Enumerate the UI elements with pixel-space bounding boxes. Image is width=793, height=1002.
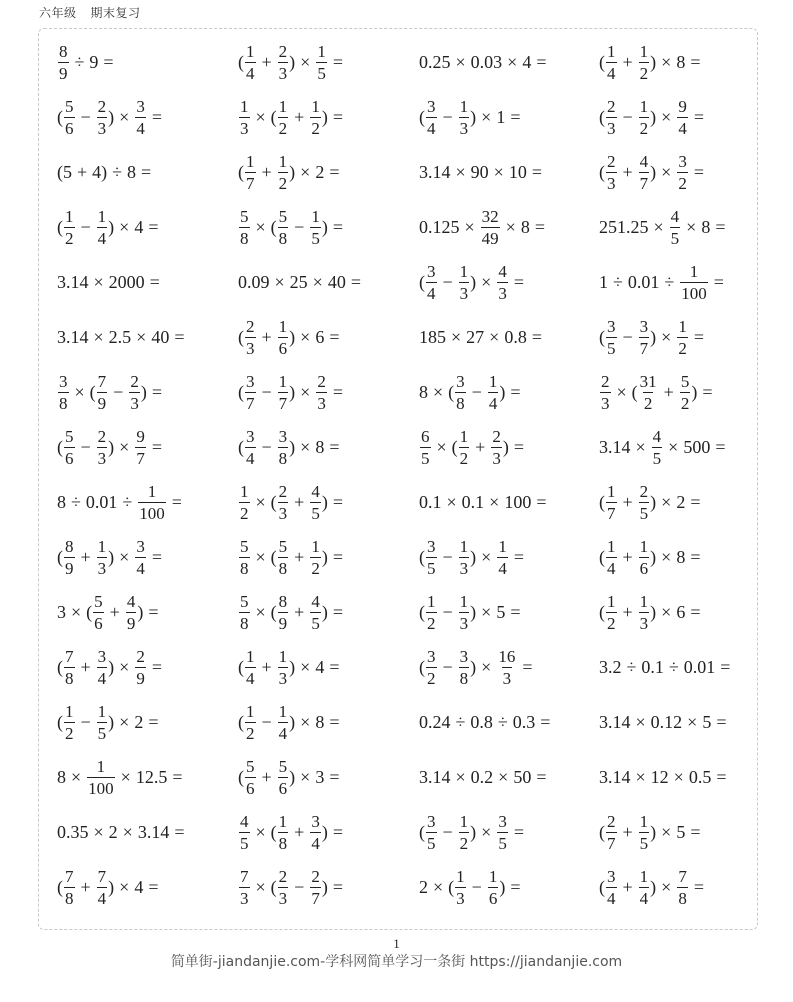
problem-row (57, 420, 757, 475)
math-problem: ( $\frac{1}{2}$ − $\frac{1}{3}$ ) × 5 = (419, 592, 521, 633)
math-problem: 1 ÷ 0.01 ÷ $\frac{1}{100}$ = (599, 262, 724, 303)
problem-row (57, 585, 757, 640)
math-problem: 8 × ( $\frac{3}{8}$ − $\frac{1}{4}$ ) = (419, 372, 521, 413)
fraction: $\frac{1}{8}$ (278, 812, 288, 853)
math-problem: ( $\frac{5}{6}$ + $\frac{5}{6}$ ) × 3 = (238, 757, 340, 798)
math-problem: $\frac{2}{3}$ × ( $\frac{31}{2}$ + $\frac{5}{2}$ ) = (601, 372, 713, 413)
fraction: $\frac{8}{9}$ (59, 42, 68, 83)
fraction: $\frac{1}{4}$ (488, 372, 498, 413)
problem-row (57, 860, 757, 915)
fraction: $\frac{1}{2}$ (639, 42, 649, 83)
fraction: $\frac{1}{6}$ (278, 317, 288, 358)
fraction: $\frac{3}{4}$ (136, 97, 145, 138)
fraction: $\frac{2}{3}$ (97, 97, 107, 138)
fraction: $\frac{9}{7}$ (136, 427, 145, 468)
fraction: $\frac{1}{4}$ (246, 42, 255, 83)
math-problem: $\frac{5}{8}$ × ( $\frac{5}{8}$ + $\frac{1}{2}$ ) = (240, 537, 343, 578)
fraction: $\frac{31}{2}$ (639, 372, 657, 413)
math-problem: 3.14 × 2.5 × 40 = (57, 327, 185, 347)
problem-row (57, 145, 757, 200)
grade-label: 六年级 (39, 6, 77, 20)
fraction: $\frac{4}{7}$ (639, 152, 649, 193)
fraction: $\frac{3}{8}$ (456, 372, 465, 413)
fraction: $\frac{1}{4}$ (607, 537, 616, 578)
fraction: $\frac{1}{4}$ (639, 867, 649, 908)
page-number: 1 (393, 936, 400, 951)
math-problem: 0.35 × 2 × 3.14 = (57, 822, 185, 842)
fraction: $\frac{3}{4}$ (136, 537, 145, 578)
fraction: $\frac{1}{5}$ (639, 812, 649, 853)
footer-watermark: 简单街-jiandanjie.com-学科网简单学习一条街 https://jiandanjie.com (170, 954, 623, 970)
problem-row (57, 365, 757, 420)
fraction: $\frac{6}{5}$ (421, 427, 430, 468)
fraction: $\frac{5}{6}$ (246, 757, 255, 798)
math-problem: $\frac{5}{8}$ × ( $\frac{5}{8}$ − $\frac{1}{5}$ ) = (240, 207, 343, 248)
math-problem: 3.14 × $\frac{4}{5}$ × 500 = (599, 427, 726, 468)
math-problem: 2 × ( $\frac{1}{3}$ − $\frac{1}{6}$ ) = (419, 867, 521, 908)
fraction: $\frac{2}{9}$ (136, 647, 145, 688)
math-problem: ( $\frac{1}{2}$ − $\frac{1}{5}$ ) × 2 = (57, 702, 159, 743)
fraction: $\frac{1}{4}$ (498, 537, 507, 578)
math-problem: ( $\frac{2}{3}$ + $\frac{4}{7}$ ) × $\frac{3}{2}$ = (599, 152, 704, 193)
fraction: $\frac{2}{3}$ (607, 152, 616, 193)
page-header (39, 4, 141, 21)
fraction: $\frac{2}{3}$ (278, 867, 288, 908)
fraction: $\frac{1}{100}$ (681, 262, 707, 303)
fraction: $\frac{16}{3}$ (498, 647, 516, 688)
problem-row (57, 640, 757, 695)
fraction: $\frac{1}{2}$ (311, 537, 320, 578)
fraction: $\frac{1}{6}$ (488, 867, 498, 908)
fraction: $\frac{3}{7}$ (639, 317, 649, 358)
fraction: $\frac{1}{5}$ (317, 42, 326, 83)
math-problem: ( $\frac{3}{7}$ − $\frac{1}{7}$ ) × $\frac{2}{3}$ = (238, 372, 343, 413)
problem-row (57, 475, 757, 530)
fraction: $\frac{1}{2}$ (240, 482, 249, 523)
fraction: $\frac{1}{4}$ (607, 42, 616, 83)
fraction: $\frac{2}{3}$ (607, 97, 616, 138)
math-problem: ( $\frac{3}{5}$ − $\frac{1}{3}$ ) × $\frac{1}{4}$ = (419, 537, 524, 578)
math-problem: ( $\frac{1}{4}$ + $\frac{1}{3}$ ) × 4 = (238, 647, 340, 688)
problem-row (57, 750, 757, 805)
fraction: $\frac{2}{3}$ (317, 372, 326, 413)
fraction: $\frac{5}{2}$ (680, 372, 690, 413)
fraction: $\frac{2}{5}$ (639, 482, 649, 523)
fraction: $\frac{5}{8}$ (278, 537, 288, 578)
math-problem: $\frac{4}{5}$ × ( $\frac{1}{8}$ + $\frac{3}{4}$ ) = (240, 812, 343, 853)
fraction: $\frac{3}{4}$ (427, 97, 436, 138)
fraction: $\frac{3}{5}$ (498, 812, 507, 853)
math-problem: 0.25 × 0.03 × 4 = (419, 52, 547, 72)
math-problem: $\frac{1}{2}$ × ( $\frac{2}{3}$ + $\frac{4}{5}$ ) = (240, 482, 343, 523)
fraction: $\frac{2}{3}$ (601, 372, 610, 413)
fraction: $\frac{4}{5}$ (240, 812, 249, 853)
math-problem: $\frac{5}{8}$ × ( $\frac{8}{9}$ + $\frac{4}{5}$ ) = (240, 592, 343, 633)
math-problem: $\frac{3}{8}$ × ( $\frac{7}{9}$ − $\frac{2}{3}$ ) = (59, 372, 162, 413)
problem-row (57, 35, 757, 90)
fraction: $\frac{3}{5}$ (427, 537, 436, 578)
fraction: $\frac{4}{5}$ (311, 592, 320, 633)
fraction: $\frac{9}{4}$ (678, 97, 687, 138)
fraction: $\frac{4}{5}$ (311, 482, 320, 523)
fraction: $\frac{1}{3}$ (459, 592, 469, 633)
fraction: $\frac{1}{3}$ (459, 262, 469, 303)
fraction: $\frac{2}{3}$ (278, 482, 288, 523)
math-problem: $\frac{8}{9}$ ÷ 9 = (59, 42, 114, 83)
fraction: $\frac{3}{2}$ (678, 152, 687, 193)
fraction: $\frac{1}{2}$ (459, 812, 469, 853)
math-problem: ( $\frac{1}{4}$ + $\frac{1}{6}$ ) × 8 = (599, 537, 701, 578)
fraction: $\frac{1}{4}$ (246, 647, 255, 688)
math-problem: ( $\frac{1}{2}$ − $\frac{1}{4}$ ) × 4 = (57, 207, 159, 248)
fraction: $\frac{3}{8}$ (459, 647, 469, 688)
fraction: $\frac{1}{6}$ (639, 537, 649, 578)
fraction: $\frac{1}{3}$ (240, 97, 249, 138)
math-problem: $\frac{1}{3}$ × ( $\frac{1}{2}$ + $\frac{1}{2}$ ) = (240, 97, 343, 138)
math-problem: ( $\frac{7}{8}$ + $\frac{7}{4}$ ) × 4 = (57, 867, 159, 908)
fraction: $\frac{8}{9}$ (65, 537, 74, 578)
fraction: $\frac{3}{4}$ (311, 812, 320, 853)
fraction: $\frac{1}{2}$ (459, 427, 469, 468)
math-problem: ( $\frac{1}{2}$ + $\frac{1}{3}$ ) × 6 = (599, 592, 701, 633)
math-problem: 0.24 ÷ 0.8 ÷ 0.3 = (419, 712, 551, 732)
worksheet-title: 期末复习 (90, 6, 141, 20)
math-problem: 3.14 × 2000 = (57, 272, 160, 292)
fraction: $\frac{1}{7}$ (246, 152, 255, 193)
fraction: $\frac{3}{5}$ (607, 317, 616, 358)
fraction: $\frac{2}{3}$ (97, 427, 107, 468)
fraction: $\frac{5}{6}$ (65, 427, 74, 468)
fraction: $\frac{1}{2}$ (427, 592, 436, 633)
fraction: $\frac{7}{3}$ (240, 867, 249, 908)
fraction: $\frac{1}{2}$ (639, 97, 649, 138)
fraction: $\frac{3}{5}$ (427, 812, 436, 853)
fraction: $\frac{1}{5}$ (97, 702, 107, 743)
math-problem: ( $\frac{3}{2}$ − $\frac{3}{8}$ ) × $\frac{16}{3}$ = (419, 647, 533, 688)
fraction: $\frac{3}{4}$ (246, 427, 255, 468)
fraction: $\frac{3}{8}$ (59, 372, 68, 413)
fraction: $\frac{1}{100}$ (88, 757, 114, 798)
fraction: $\frac{1}{3}$ (459, 537, 469, 578)
fraction: $\frac{1}{2}$ (607, 592, 616, 633)
fraction: $\frac{1}{4}$ (278, 702, 288, 743)
math-problem: ( $\frac{1}{7}$ + $\frac{1}{2}$ ) × 2 = (238, 152, 340, 193)
fraction: $\frac{1}{2}$ (678, 317, 687, 358)
fraction: $\frac{1}{5}$ (311, 207, 320, 248)
math-problem: ( $\frac{5}{6}$ − $\frac{2}{3}$ ) × $\frac{9}{7}$ = (57, 427, 162, 468)
fraction: $\frac{2}{3}$ (130, 372, 139, 413)
fraction: $\frac{3}{8}$ (278, 427, 288, 468)
fraction: $\frac{3}{4}$ (97, 647, 107, 688)
math-problem: ( $\frac{7}{8}$ + $\frac{3}{4}$ ) × $\frac{2}{9}$ = (57, 647, 162, 688)
problem-row (57, 90, 757, 145)
math-problem: 0.1 × 0.1 × 100 = (419, 492, 547, 512)
math-problem: 3.14 × 90 × 10 = (419, 162, 542, 182)
fraction: $\frac{5}{6}$ (94, 592, 103, 633)
fraction: $\frac{1}{3}$ (459, 97, 469, 138)
math-problem: 0.125 × $\frac{32}{49}$ × 8 = (419, 207, 545, 248)
problem-row (57, 530, 757, 585)
math-problem: ( $\frac{8}{9}$ + $\frac{1}{3}$ ) × $\frac{3}{4}$ = (57, 537, 162, 578)
fraction: $\frac{3}{7}$ (246, 372, 255, 413)
fraction: $\frac{1}{7}$ (607, 482, 616, 523)
fraction: $\frac{2}{7}$ (607, 812, 616, 853)
math-problem: ( $\frac{3}{4}$ − $\frac{3}{8}$ ) × 8 = (238, 427, 340, 468)
fraction: $\frac{7}{8}$ (65, 867, 74, 908)
math-problem: ( $\frac{5}{6}$ − $\frac{2}{3}$ ) × $\frac{3}{4}$ = (57, 97, 162, 138)
problem-row (57, 310, 757, 365)
math-problem: ( $\frac{2}{3}$ + $\frac{1}{6}$ ) × 6 = (238, 317, 340, 358)
math-problem: 8 ÷ 0.01 ÷ $\frac{1}{100}$ = (57, 482, 182, 523)
math-problem: $\frac{6}{5}$ × ( $\frac{1}{2}$ + $\frac{2}{3}$ ) = (421, 427, 524, 468)
fraction: $\frac{7}{4}$ (97, 867, 107, 908)
fraction: $\frac{2}{3}$ (278, 42, 288, 83)
math-problem: ( $\frac{2}{3}$ − $\frac{1}{2}$ ) × $\frac{9}{4}$ = (599, 97, 704, 138)
fraction: $\frac{3}{4}$ (607, 867, 616, 908)
fraction: $\frac{4}{5}$ (652, 427, 662, 468)
fraction: $\frac{5}{8}$ (240, 207, 249, 248)
math-problem: ( $\frac{3}{4}$ + $\frac{1}{4}$ ) × $\frac{7}{8}$ = (599, 867, 704, 908)
fraction: $\frac{3}{2}$ (427, 647, 436, 688)
fraction: $\frac{7}{9}$ (97, 372, 107, 413)
math-problem: ( $\frac{3}{4}$ − $\frac{1}{3}$ ) × 1 = (419, 97, 521, 138)
problem-row (57, 255, 757, 310)
math-problem: 185 × 27 × 0.8 = (419, 327, 542, 347)
fraction: $\frac{2}{3}$ (246, 317, 255, 358)
fraction: $\frac{1}{2}$ (311, 97, 320, 138)
math-problem: 3 × ( $\frac{5}{6}$ + $\frac{4}{9}$ ) = (57, 592, 159, 633)
math-problem: ( $\frac{2}{7}$ + $\frac{1}{5}$ ) × 5 = (599, 812, 701, 853)
fraction: $\frac{32}{49}$ (481, 207, 499, 248)
fraction: $\frac{5}{6}$ (65, 97, 74, 138)
fraction: $\frac{8}{9}$ (278, 592, 288, 633)
fraction: $\frac{1}{3}$ (639, 592, 649, 633)
fraction: $\frac{5}{6}$ (278, 757, 288, 798)
fraction: $\frac{7}{8}$ (65, 647, 74, 688)
problem-row (57, 200, 757, 255)
fraction: $\frac{4}{3}$ (498, 262, 507, 303)
math-problem: ( 5 + 4 ) ÷ 8 = (57, 162, 152, 182)
fraction: $\frac{5}{8}$ (240, 537, 249, 578)
fraction: $\frac{2}{3}$ (492, 427, 501, 468)
fraction: $\frac{1}{3}$ (456, 867, 465, 908)
fraction: $\frac{4}{9}$ (126, 592, 136, 633)
fraction: $\frac{5}{8}$ (278, 207, 288, 248)
fraction: $\frac{7}{8}$ (678, 867, 687, 908)
math-problem: ( $\frac{1}{7}$ + $\frac{2}{5}$ ) × 2 = (599, 482, 701, 523)
fraction: $\frac{2}{7}$ (311, 867, 320, 908)
problem-row (57, 695, 757, 750)
math-problem: ( $\frac{1}{4}$ + $\frac{2}{3}$ ) × $\frac{1}{5}$ = (238, 42, 343, 83)
math-problem: 3.14 × 0.12 × 5 = (599, 712, 727, 732)
fraction: $\frac{1}{100}$ (139, 482, 165, 523)
fraction: $\frac{5}{8}$ (240, 592, 249, 633)
fraction: $\frac{1}{3}$ (278, 647, 288, 688)
fraction: $\frac{3}{4}$ (427, 262, 436, 303)
math-problem: 3.14 × 12 × 0.5 = (599, 767, 727, 787)
math-problem: ( $\frac{3}{5}$ − $\frac{1}{2}$ ) × $\frac{3}{5}$ = (419, 812, 524, 853)
fraction: $\frac{1}{2}$ (278, 152, 288, 193)
math-problem: ( $\frac{3}{4}$ − $\frac{1}{3}$ ) × $\frac{4}{3}$ = (419, 262, 524, 303)
fraction: $\frac{1}{2}$ (65, 207, 74, 248)
fraction: $\frac{1}{3}$ (97, 537, 107, 578)
math-problem: 3.2 ÷ 0.1 ÷ 0.01 = (599, 657, 731, 677)
fraction: $\frac{1}{7}$ (278, 372, 288, 413)
math-problem: 3.14 × 0.2 × 50 = (419, 767, 547, 787)
math-problem: 0.09 × 25 × 40 = (238, 272, 361, 292)
fraction: $\frac{1}{2}$ (65, 702, 74, 743)
problem-row (57, 805, 757, 860)
math-problem: ( $\frac{3}{5}$ − $\frac{3}{7}$ ) × $\frac{1}{2}$ = (599, 317, 704, 358)
math-problem: 8 × $\frac{1}{100}$ × 12.5 = (57, 757, 183, 798)
math-problem: ( $\frac{1}{4}$ + $\frac{1}{2}$ ) × 8 = (599, 42, 701, 83)
math-problem: $\frac{7}{3}$ × ( $\frac{2}{3}$ − $\frac{2}{7}$ ) = (240, 867, 343, 908)
fraction: $\frac{1}{2}$ (246, 702, 255, 743)
fraction: $\frac{1}{4}$ (97, 207, 107, 248)
math-problem: 251.25 × $\frac{4}{5}$ × 8 = (599, 207, 726, 248)
math-problem: ( $\frac{1}{2}$ − $\frac{1}{4}$ ) × 8 = (238, 702, 340, 743)
fraction: $\frac{1}{2}$ (278, 97, 288, 138)
fraction: $\frac{4}{5}$ (670, 207, 680, 248)
